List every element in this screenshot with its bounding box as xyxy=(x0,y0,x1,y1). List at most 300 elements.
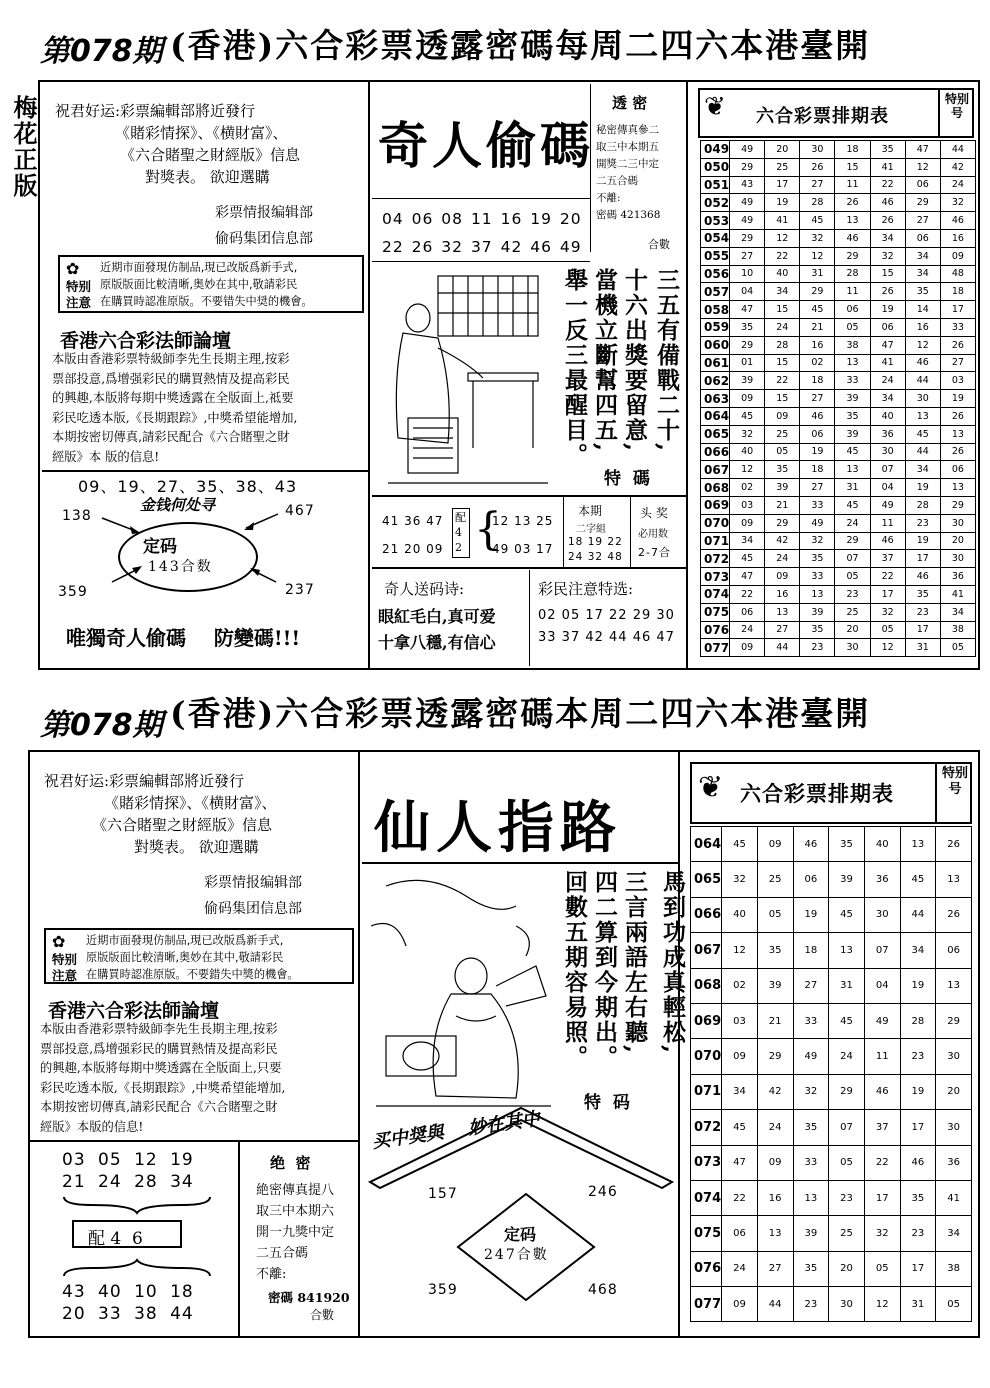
draw-number: 23 xyxy=(829,1180,865,1215)
draw-number: 47 xyxy=(905,141,940,159)
draw-number: 12 xyxy=(722,933,758,968)
issue-label-top: 第078期 xyxy=(40,34,163,69)
draw-number: 06 xyxy=(835,301,870,319)
draw-number: 32 xyxy=(870,603,905,621)
special-number: 05 xyxy=(940,639,975,657)
notice-line: 在購買時認准原版。不要错失中奨的機會。 xyxy=(100,295,313,308)
notice-line: 近期市面發現仿制品,現已改版爲新手式, xyxy=(100,261,298,274)
issue-number: 075 xyxy=(691,1216,722,1251)
schedule-row xyxy=(691,1216,972,1251)
draw-number: 19 xyxy=(800,443,835,461)
issue-number: 056 xyxy=(701,265,730,283)
secret-line: 取三中本期五 xyxy=(596,141,659,153)
greeting-sign: 偷码集团信息部 xyxy=(215,231,313,247)
draw-number: 13 xyxy=(835,461,870,479)
draw-number: 17 xyxy=(905,550,940,568)
draw-number: 34 xyxy=(905,265,940,283)
draw-number: 13 xyxy=(757,1216,793,1251)
secret-line: 秘密傳真參二 xyxy=(596,124,659,136)
diagram-tl: 138 xyxy=(62,508,92,524)
draw-number: 49 xyxy=(870,496,905,514)
draw-number: 03 xyxy=(722,1003,758,1038)
draw-number: 23 xyxy=(905,603,940,621)
special-number: 26 xyxy=(940,443,975,461)
issue-number: 076 xyxy=(691,1251,722,1286)
draw-number: 05 xyxy=(864,1251,900,1286)
schedule-row xyxy=(691,1003,972,1038)
nums-top-2: 21 24 28 34 xyxy=(62,1172,194,1192)
schedule-table-bottom xyxy=(690,826,972,1322)
issue-number: 071 xyxy=(701,532,730,550)
draw-number: 15 xyxy=(765,301,800,319)
draw-number: 28 xyxy=(905,496,940,514)
schedule-row xyxy=(691,1110,972,1145)
draw-number: 49 xyxy=(864,1003,900,1038)
schedule-row xyxy=(701,354,976,372)
pair-right-2: 49 03 17 xyxy=(492,542,554,556)
pair-left-2: 21 20 09 xyxy=(382,542,444,556)
schedule-row xyxy=(691,968,972,1003)
draw-number: 02 xyxy=(730,479,765,497)
issue-number: 050 xyxy=(701,158,730,176)
issue-number: 075 xyxy=(701,603,730,621)
schedule-row xyxy=(701,194,976,212)
notice2-l1: 02 05 17 22 29 30 xyxy=(538,608,675,623)
issue-number: 068 xyxy=(691,968,722,1003)
draw-number: 33 xyxy=(800,568,835,586)
draw-number: 35 xyxy=(870,141,905,159)
draw-number: 45 xyxy=(905,425,940,443)
draw-number: 45 xyxy=(800,212,835,230)
nums-bot-2: 20 33 38 44 xyxy=(62,1304,194,1324)
draw-number: 23 xyxy=(900,1039,936,1074)
draw-number: 31 xyxy=(829,968,865,1003)
draw-number: 39 xyxy=(730,372,765,390)
special-number: 19 xyxy=(940,390,975,408)
forum-title-bottom: 香港六合彩法師論壇 xyxy=(48,1000,220,1022)
draw-number: 34 xyxy=(905,461,940,479)
draw-number: 21 xyxy=(765,496,800,514)
draw-number: 32 xyxy=(864,1216,900,1251)
poem-col-4-bottom: 回數五期容易照。 xyxy=(561,870,588,1070)
draw-number: 16 xyxy=(765,585,800,603)
special-number: 06 xyxy=(940,461,975,479)
draw-number: 46 xyxy=(800,407,835,425)
draw-number: 37 xyxy=(870,550,905,568)
notice-line: 近期市面發現仿制品,現已改版爲新手式, xyxy=(86,934,284,947)
middle-title-rule xyxy=(362,862,680,864)
special-number: 42 xyxy=(940,158,975,176)
draw-number: 32 xyxy=(800,229,835,247)
draw-number: 05 xyxy=(870,621,905,639)
draw-number: 12 xyxy=(864,1287,900,1322)
draw-number: 42 xyxy=(765,532,800,550)
jackpot-sub: 必用数 xyxy=(638,529,668,540)
schedule-row xyxy=(701,247,976,265)
draw-number: 18 xyxy=(800,372,835,390)
draw-number: 11 xyxy=(870,514,905,532)
draw-number: 11 xyxy=(835,176,870,194)
secret-head-bottom: 绝 密 xyxy=(270,1154,311,1172)
draw-number: 41 xyxy=(870,354,905,372)
draw-number: 37 xyxy=(864,1110,900,1145)
poem-col-2-bottom: 三言兩語左右聽, xyxy=(621,870,648,1056)
draw-number: 39 xyxy=(757,968,793,1003)
draw-number: 40 xyxy=(730,443,765,461)
draw-number: 39 xyxy=(765,479,800,497)
schedule-row xyxy=(701,158,976,176)
schedule-row xyxy=(701,141,976,159)
draw-number: 43 xyxy=(730,176,765,194)
draw-number: 40 xyxy=(864,827,900,862)
special-number: 30 xyxy=(936,1110,972,1145)
diagram-bl: 359 xyxy=(58,584,88,600)
draw-number: 20 xyxy=(829,1251,865,1286)
jackpot-head: 头 奖 xyxy=(640,506,668,520)
nums-bot-1: 43 40 10 18 xyxy=(62,1282,194,1302)
secret-line: 絶密傳真提八 xyxy=(256,1183,335,1198)
draw-number: 15 xyxy=(765,390,800,408)
draw-number: 41 xyxy=(870,158,905,176)
special-number: 20 xyxy=(940,532,975,550)
draw-number: 30 xyxy=(870,443,905,461)
draw-number: 35 xyxy=(730,318,765,336)
schedule-special-bottom: 特别号 xyxy=(942,766,969,797)
schedule-row xyxy=(701,212,976,230)
draw-number: 46 xyxy=(870,194,905,212)
notice-text xyxy=(86,932,299,983)
numbers-divider xyxy=(238,1140,240,1336)
draw-number: 46 xyxy=(900,1145,936,1180)
forum-line: 經版》本 版的信息! xyxy=(52,449,160,464)
issue-number: 063 xyxy=(701,390,730,408)
pair-left-1: 41 36 47 xyxy=(382,514,444,528)
issue-number: 053 xyxy=(701,212,730,230)
special-number: 27 xyxy=(940,354,975,372)
draw-number: 17 xyxy=(765,176,800,194)
draw-number: 12 xyxy=(800,247,835,265)
schedule-frame-bottom xyxy=(678,750,680,1338)
draw-number: 44 xyxy=(905,372,940,390)
special-number: 29 xyxy=(940,496,975,514)
draw-number: 28 xyxy=(835,265,870,283)
draw-number: 29 xyxy=(730,229,765,247)
pair-right-1: 12 13 25 xyxy=(492,514,554,528)
issue-number: 070 xyxy=(691,1039,722,1074)
draw-number: 29 xyxy=(905,194,940,212)
draw-number: 35 xyxy=(793,1251,829,1286)
secret-text xyxy=(596,122,660,224)
secret-line: 不離: xyxy=(256,1267,287,1282)
schedule-row xyxy=(701,425,976,443)
draw-number: 33 xyxy=(793,1003,829,1038)
secret-head: 透 密 xyxy=(612,94,648,112)
draw-number: 35 xyxy=(765,461,800,479)
draw-number: 07 xyxy=(870,461,905,479)
forum-line: 的興趣,本版將每期中獎透露在全版面上,祗要 xyxy=(52,391,294,405)
draw-number: 36 xyxy=(864,862,900,897)
draw-number: 45 xyxy=(835,443,870,461)
notice-text xyxy=(100,259,313,310)
issue-number: 073 xyxy=(691,1145,722,1180)
draw-number: 32 xyxy=(722,862,758,897)
draw-number: 35 xyxy=(900,1180,936,1215)
draw-number: 03 xyxy=(730,496,765,514)
draw-number: 11 xyxy=(864,1039,900,1074)
draw-number: 45 xyxy=(829,897,865,932)
schedule-row xyxy=(701,176,976,194)
draw-number: 45 xyxy=(730,550,765,568)
special-number: 29 xyxy=(936,1003,972,1038)
forum-line: 本版由香港彩票特級師李先生長期主理,按彩 xyxy=(52,352,290,366)
draw-number: 32 xyxy=(870,247,905,265)
schedule-row xyxy=(691,933,972,968)
middle-title-bottom: 仙人指路 xyxy=(374,795,622,861)
draw-number: 32 xyxy=(730,425,765,443)
draw-number: 29 xyxy=(800,283,835,301)
draw-number: 04 xyxy=(864,968,900,1003)
issue-number: 077 xyxy=(701,639,730,657)
draw-number: 35 xyxy=(800,621,835,639)
schedule-row xyxy=(701,407,976,425)
draw-number: 23 xyxy=(900,1216,936,1251)
schedule-row xyxy=(701,585,976,603)
issue-number: 069 xyxy=(691,1003,722,1038)
draw-number: 30 xyxy=(800,141,835,159)
draw-number: 09 xyxy=(730,639,765,657)
special-number: 30 xyxy=(936,1039,972,1074)
special-number: 09 xyxy=(940,247,975,265)
draw-number: 06 xyxy=(905,176,940,194)
draw-number: 18 xyxy=(835,141,870,159)
brace-up-icon xyxy=(62,1258,212,1278)
draw-number: 11 xyxy=(835,283,870,301)
draw-number: 42 xyxy=(757,1074,793,1109)
schedule-row xyxy=(691,897,972,932)
draw-number: 29 xyxy=(829,1074,865,1109)
draw-number: 15 xyxy=(835,158,870,176)
special-number: 41 xyxy=(940,585,975,603)
special-number: 24 xyxy=(940,176,975,194)
issue-number: 072 xyxy=(691,1110,722,1145)
draw-number: 24 xyxy=(757,1110,793,1145)
greeting-line: 《賭彩情探》、《横財富》、 xyxy=(104,794,277,812)
draw-number: 41 xyxy=(765,212,800,230)
draw-number: 45 xyxy=(900,862,936,897)
secret-total-bottom: 合數 xyxy=(310,1308,335,1322)
special-number: 13 xyxy=(940,425,975,443)
draw-number: 05 xyxy=(757,897,793,932)
draw-number: 22 xyxy=(765,372,800,390)
draw-number: 12 xyxy=(905,158,940,176)
special-number: 26 xyxy=(940,407,975,425)
draw-number: 06 xyxy=(793,862,829,897)
special-number: 38 xyxy=(936,1251,972,1286)
schedule-row xyxy=(701,283,976,301)
draw-number: 09 xyxy=(757,1145,793,1180)
draw-number: 32 xyxy=(793,1074,829,1109)
secret-line: 二五合碼 xyxy=(256,1246,309,1261)
issue-number: 054 xyxy=(701,229,730,247)
draw-number: 46 xyxy=(905,354,940,372)
draw-number: 04 xyxy=(730,283,765,301)
draw-number: 47 xyxy=(722,1145,758,1180)
draw-number: 16 xyxy=(800,336,835,354)
issue-number: 068 xyxy=(701,479,730,497)
issue-number: 064 xyxy=(691,827,722,862)
issue-number: 057 xyxy=(701,283,730,301)
draw-number: 24 xyxy=(722,1251,758,1286)
draw-number: 35 xyxy=(905,585,940,603)
draw-number: 24 xyxy=(730,621,765,639)
draw-number: 34 xyxy=(870,229,905,247)
draw-number: 27 xyxy=(800,176,835,194)
draw-number: 22 xyxy=(870,568,905,586)
secret-total: 合數 xyxy=(648,238,670,251)
scholar-illustration xyxy=(378,268,558,488)
greeting-line: 祝君好运:彩票編輯部將近發行 xyxy=(55,102,256,120)
draw-number: 27 xyxy=(793,968,829,1003)
page-title-top: (香港)六合彩票透露密碼每周二四六本港臺開 xyxy=(170,26,871,65)
period-r1: 18 19 22 xyxy=(568,536,623,548)
code-row-1: 04 06 08 11 16 19 20 xyxy=(382,210,582,228)
diagram-top-numbers: 09、19、27、35、38、43 xyxy=(78,477,298,496)
issue-number: 058 xyxy=(701,301,730,319)
secret-line: 不離: xyxy=(596,192,621,204)
special-number: 30 xyxy=(940,550,975,568)
draw-number: 22 xyxy=(730,585,765,603)
draw-number: 22 xyxy=(870,176,905,194)
notice2-l2: 33 37 42 44 46 47 xyxy=(538,630,675,645)
issue-number: 073 xyxy=(701,568,730,586)
issue-number: 064 xyxy=(701,407,730,425)
schedule-row xyxy=(691,1039,972,1074)
poem2-head: 奇人送码诗: xyxy=(384,580,465,598)
draw-number: 33 xyxy=(835,372,870,390)
poem-col-1: 三五有備戰二十, xyxy=(653,268,680,454)
draw-number: 32 xyxy=(800,532,835,550)
draw-number: 23 xyxy=(800,639,835,657)
schedule-row xyxy=(691,1074,972,1109)
draw-number: 35 xyxy=(800,550,835,568)
draw-number: 35 xyxy=(793,1110,829,1145)
special-number: 13 xyxy=(936,862,972,897)
poem-col-1-bottom: 馬到功成真輕松, xyxy=(659,870,686,1056)
draw-number: 35 xyxy=(905,283,940,301)
draw-number: 06 xyxy=(722,1216,758,1251)
draw-number: 40 xyxy=(870,407,905,425)
draw-number: 44 xyxy=(900,897,936,932)
issue-number: 072 xyxy=(701,550,730,568)
draw-number: 45 xyxy=(722,827,758,862)
draw-number: 44 xyxy=(757,1287,793,1322)
issue-number: 062 xyxy=(701,372,730,390)
draw-number: 45 xyxy=(835,496,870,514)
draw-number: 27 xyxy=(730,247,765,265)
poem2-l1: 眼紅毛白,真可爱 xyxy=(378,607,496,626)
pair-mid: 配4 2 xyxy=(455,511,466,554)
draw-number: 22 xyxy=(765,247,800,265)
schedule-row xyxy=(701,479,976,497)
draw-number: 30 xyxy=(905,390,940,408)
schedule-row xyxy=(701,514,976,532)
brace-icon: { xyxy=(474,504,502,555)
forum-line: 本版由香港彩票特級師李先生長期主理,按彩 xyxy=(40,1022,278,1036)
schedule-title-bottom: 六合彩票排期表 xyxy=(740,781,894,806)
draw-number: 15 xyxy=(870,265,905,283)
draw-number: 16 xyxy=(757,1180,793,1215)
draw-number: 25 xyxy=(765,425,800,443)
greeting-sign: 彩票情报编辑部 xyxy=(204,875,302,891)
draw-number: 13 xyxy=(835,354,870,372)
draw-number: 49 xyxy=(730,141,765,159)
draw-number: 31 xyxy=(900,1287,936,1322)
greeting-bottom xyxy=(44,770,354,920)
draw-number: 35 xyxy=(757,933,793,968)
notice-label: 注意 xyxy=(52,968,78,983)
draw-number: 26 xyxy=(870,283,905,301)
pair-bottom: 配 4 6 xyxy=(88,1229,143,1249)
draw-number: 24 xyxy=(765,318,800,336)
draw-number: 29 xyxy=(757,1039,793,1074)
sage-illustration xyxy=(366,866,556,1116)
issue-number: 055 xyxy=(701,247,730,265)
draw-number: 13 xyxy=(905,407,940,425)
diagram-caption: 金钱何处寻 xyxy=(140,496,216,514)
draw-number: 34 xyxy=(900,933,936,968)
notice-box-bottom xyxy=(44,928,354,984)
notice-label: 特别 xyxy=(66,279,92,294)
draw-number: 17 xyxy=(905,621,940,639)
draw-number: 29 xyxy=(835,247,870,265)
draw-number: 46 xyxy=(864,1074,900,1109)
greeting-sign: 偷码集团信息部 xyxy=(204,901,302,917)
draw-number: 18 xyxy=(793,933,829,968)
draw-number: 28 xyxy=(900,1003,936,1038)
special-number: 03 xyxy=(940,372,975,390)
poem2-l2: 十拿八穩,有信心 xyxy=(378,633,496,652)
slogan-top: 唯獨奇人偷碼 防變碼!!! xyxy=(66,626,301,650)
issue-number: 067 xyxy=(701,461,730,479)
schedule-row xyxy=(701,390,976,408)
secret-line: 開一九獎中定 xyxy=(256,1225,335,1240)
notice-label: 特别 xyxy=(52,952,78,967)
draw-number: 12 xyxy=(870,639,905,657)
draw-number: 05 xyxy=(835,318,870,336)
issue-number: 066 xyxy=(701,443,730,461)
draw-number: 34 xyxy=(730,532,765,550)
draw-number: 06 xyxy=(905,229,940,247)
forum-line: 彩民吃透本版,《長期跟踪》,中獎希望能增加, xyxy=(52,410,298,425)
draw-number: 28 xyxy=(800,194,835,212)
draw-number: 24 xyxy=(835,514,870,532)
schedule-row xyxy=(701,301,976,319)
forum-line: 本期按密切傳真,請彩民配合《六合賭聖之財 xyxy=(40,1100,278,1114)
draw-number: 06 xyxy=(730,603,765,621)
draw-number: 17 xyxy=(900,1110,936,1145)
draw-number: 49 xyxy=(800,514,835,532)
greeting-sign: 彩票情报编辑部 xyxy=(215,205,313,221)
issue-label-bottom: 第078期 xyxy=(40,708,163,743)
secret-line: 密碼 421368 xyxy=(596,209,661,221)
draw-number: 39 xyxy=(800,603,835,621)
special-number: 38 xyxy=(940,621,975,639)
draw-number: 12 xyxy=(765,229,800,247)
draw-number: 45 xyxy=(730,407,765,425)
flower-icon: ✿ xyxy=(66,259,80,278)
draw-number: 06 xyxy=(800,425,835,443)
forum-title-top: 香港六合彩法師論壇 xyxy=(60,330,232,352)
